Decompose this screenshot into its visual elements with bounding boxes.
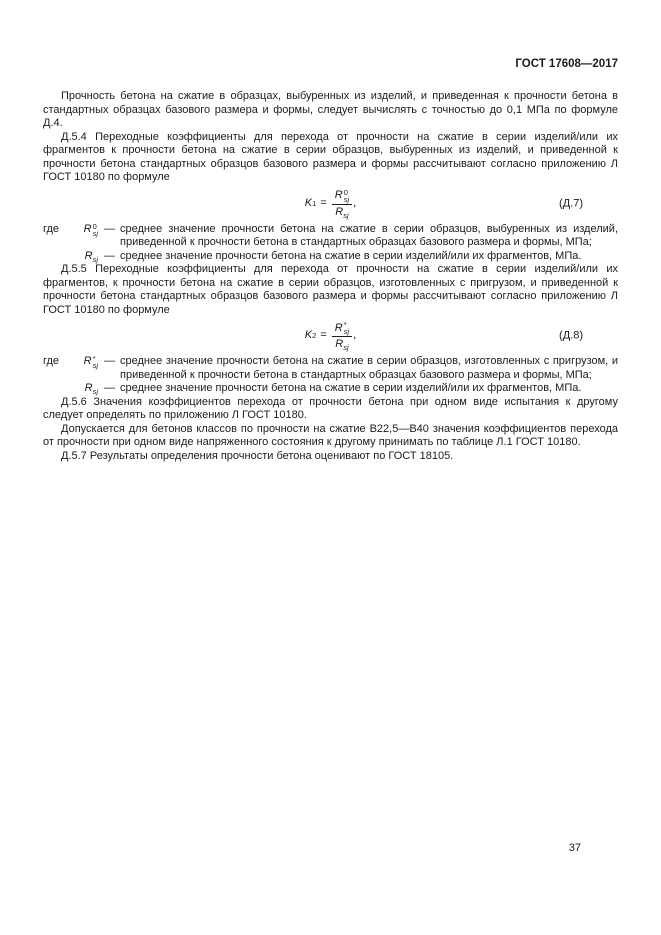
definition-symbol [66,250,98,264]
denominator-base: R [335,338,344,350]
equals-sign: = [320,196,327,209]
definition-lead: где [43,355,60,367]
definition-row [43,355,618,382]
symbol-base: R [84,382,93,394]
fraction-numerator [332,189,352,205]
definition-text: среднее значение прочности бетона на сжатие в серии образцов, выбуренных из изделий, приведенной к прочности бетона в стандартных образцах базового размера и формы, МПа; [120,222,618,248]
definition-symbol [66,382,98,396]
symbol-base: R [84,249,93,262]
paragraph-intro: Прочность бетона на сжатие в образцах, выбуренных из изделий, и приведенная к прочности бетона в стандартных образцах базового размера и формы, следует вычислять с точностью до 0,1 МПа по формуле Д.4. [43,90,618,129]
numerator-base: R [334,189,343,201]
formula-trailing-comma: , [353,329,357,342]
fraction [332,189,352,219]
paragraph-d55: Д.5.5 Переходные коэффициенты для перехода от прочности на сжатие в серии изделий/или их фрагментов, к прочности бетона на сжатие в серии образцов, изготовленных с пригрузом, и приведенной к прочности бетона стандартных образцов базового размера и формы рассчитывают согласно приложению Л ГОСТ 10180 по формуле [43,263,618,316]
fraction [332,321,352,351]
formula-d7 [43,185,618,223]
symbol-sup: 0 [92,221,97,231]
numerator-sup: * [343,320,347,329]
definition-text: среднее значение прочности бетона на сжатие в серии изделий/или их фрагментов, МПа. [120,382,582,394]
symbol-sub: sj [92,361,98,370]
symbol-sub: sj [92,387,98,396]
symbol-base: R [83,222,92,235]
denominator-base: R [335,205,344,218]
formula-d7-number: (Д.7) [559,196,583,209]
definition-row [43,250,618,264]
denominator-sub: sj [343,210,349,220]
document-code-header: ГОСТ 17608—2017 [515,58,618,70]
formula-d8-lhs: K [304,329,313,342]
symbol-sub: sj [92,254,98,264]
definition-lead: где [43,222,60,235]
formula-trailing-comma: , [353,196,357,209]
paragraph-d57: Д.5.7 Результаты определения прочности бетона оценивают по ГОСТ 18105. [61,449,454,462]
definition-dash: — [104,249,115,262]
page-number: 37 [568,842,581,854]
fraction-denominator [332,337,352,351]
definition-symbol [66,223,98,237]
numerator-sub: sj [343,327,350,336]
symbol-sup: * [92,354,96,363]
paragraph-d56b: Допускается для бетонов классов по прочности на сжатие В22,5—В40 значения коэффициентов перехода от прочности при одном виде напряженного состояния к другому принимать по таблице Л.1 ГОСТ 10180. [43,422,618,448]
paragraph-d56: Д.5.6 Значения коэффициентов перехода от прочности бетона при одном виде испытания к другому следует определять по приложению Л ГОСТ 10180. [43,395,618,421]
definition-row [43,223,618,250]
fraction-numerator [332,321,352,337]
definition-text: среднее значение прочности бетона на сжатие в серии образцов, изготовленных с пригрузом, и приведенной к прочности бетона в стандартных образцах базового размера и формы, МПа; [120,355,618,381]
numerator-sup: 0 [343,187,348,197]
formula-d8-number: (Д.8) [559,329,583,342]
numerator-base: R [334,321,343,334]
definition-symbol [66,355,98,369]
formula-d7-lhs: K [304,196,313,209]
definition-row [43,382,618,396]
definition-dash: — [104,382,115,394]
symbol-sub: sj [92,228,98,238]
formula-d8-expression: K 2 = R * sj $R_{sj}$ , [304,320,357,352]
definition-dash: — [104,222,115,235]
paragraph-d54: Д.5.4 Переходные коэффициенты для перехода от прочности на сжатие в серии изделий/или их фрагментов к прочности бетона на сжатие в серии образцов, выбуренных из изделий, и приведенной к прочности бетона стандартных образцов базового размера и формы рассчитывают согласно приложению Л ГОСТ 10180 по формуле [43,130,618,183]
formula-d8 [43,317,618,355]
equals-sign: = [320,329,327,342]
definition-text: среднее значение прочности бетона на сжатие в серии изделий/или их фрагментов, МПа. [120,249,582,262]
numerator-sub: sj [343,194,350,204]
definition-dash: — [104,355,115,367]
fraction-denominator [332,205,352,219]
symbol-base: R [83,355,92,368]
denominator-sub: sj [343,343,349,352]
page-content [43,57,618,463]
formula-d7-expression: K 1 = R 0 sj $R_{sj}$ , [304,187,357,220]
